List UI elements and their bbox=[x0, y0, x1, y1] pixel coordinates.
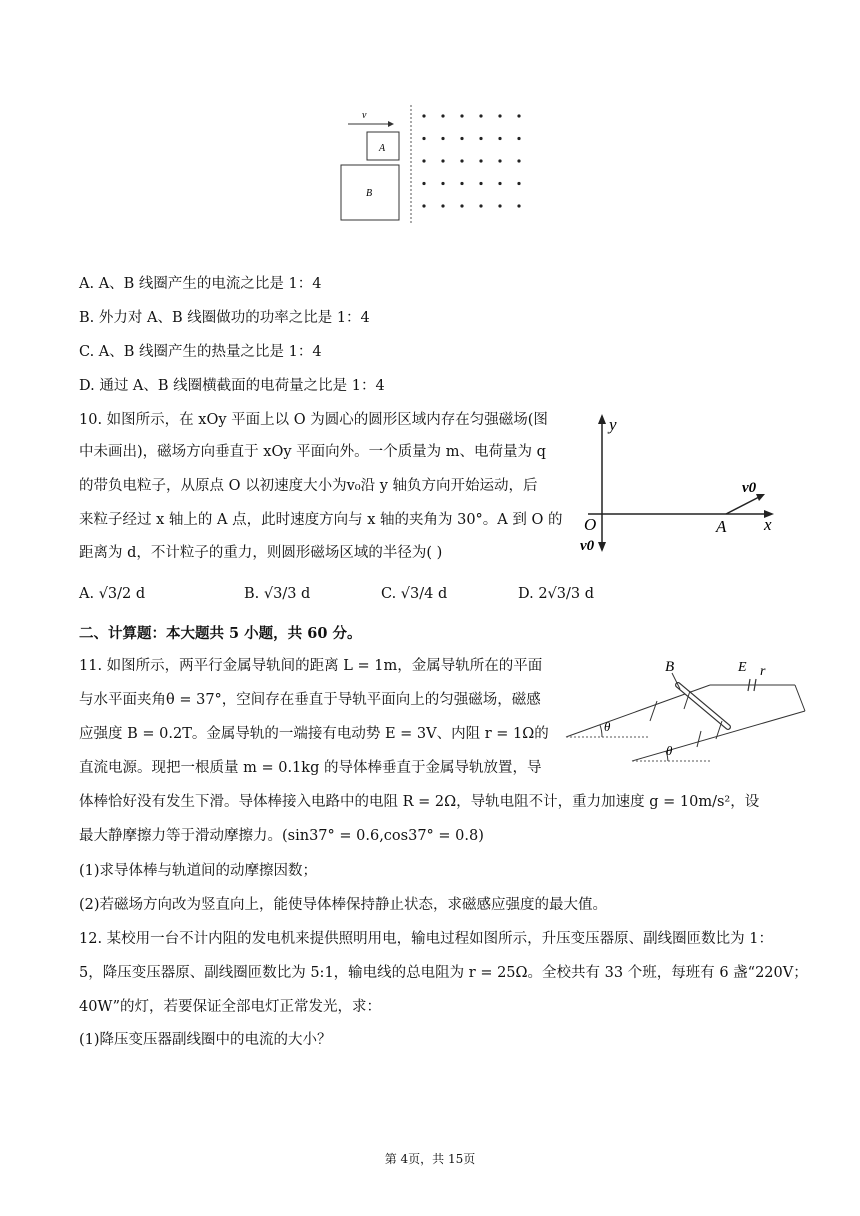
page-footer: 第 4页，共 15页 bbox=[384, 1152, 476, 1166]
field-dot bbox=[422, 204, 425, 207]
field-dot bbox=[517, 182, 520, 185]
field-dot bbox=[498, 114, 501, 117]
q11-line-1: 11. 如图所示，两平行金属导轨间的距离 L = 1m，金属导轨所在的平面 bbox=[79, 658, 543, 674]
field-dot bbox=[422, 137, 425, 140]
origin-label: O bbox=[584, 515, 597, 534]
coil-b-label: B bbox=[366, 188, 373, 199]
q12-part-1: (1)降压变压器副线圈中的电流的大小？ bbox=[79, 1032, 332, 1048]
field-dot bbox=[460, 137, 463, 140]
y-axis-label: y bbox=[609, 415, 617, 434]
field-dot bbox=[422, 114, 425, 117]
section-heading: 二、计算题：本大题共 5 小题，共 60 分。 bbox=[79, 625, 362, 642]
q10-line-4: 来粒子经过 x 轴上的 A 点，此时速度方向与 x 轴的夹角为 30°。A 到 O 的 bbox=[79, 512, 563, 528]
q10-option-a: A. √3/2 d bbox=[79, 586, 146, 602]
q11-part-2: (2)若磁场方向改为竖直向上，能使导体棒保持静止状态，求磁感应强度的最大值。 bbox=[79, 897, 608, 913]
q10-line-5: 距离为 d，不计粒子的重力，则圆形磁场区域的半径为( ) bbox=[79, 545, 443, 561]
field-dot bbox=[498, 204, 501, 207]
figure-xoy bbox=[576, 410, 786, 560]
q10-line-1: 10. 如图所示，在 xOy 平面上以 O 为圆心的圆形区域内存在匀强磁场(图 bbox=[79, 412, 548, 428]
field-dot bbox=[498, 159, 501, 162]
field-dot bbox=[441, 182, 444, 185]
q10-option-b: B. √3/3 d bbox=[244, 586, 311, 602]
q10-line-3: 的带负电粒子，从原点 O 以初速度大小为v₀沿 y 轴负方向开始运动，后 bbox=[79, 478, 538, 494]
field-dot bbox=[517, 204, 520, 207]
field-dot bbox=[422, 182, 425, 185]
field-dot bbox=[517, 114, 520, 117]
field-dot bbox=[517, 137, 520, 140]
field-dot bbox=[460, 114, 463, 117]
e-label: E bbox=[738, 660, 747, 675]
field-dot bbox=[441, 159, 444, 162]
field-dot bbox=[479, 204, 482, 207]
q10-option-c: C. √3/4 d bbox=[381, 586, 448, 602]
q9-option-d: D. 通过 A、B 线圈横截面的电荷量之比是 1：4 bbox=[79, 378, 385, 394]
coil-a-label: A bbox=[379, 143, 386, 154]
field-dot bbox=[479, 137, 482, 140]
v0-velocity-vector bbox=[726, 496, 761, 514]
figure-incline-rails bbox=[560, 655, 820, 775]
point-a-label: A bbox=[716, 517, 727, 536]
q12-line-3: 40W”的灯，若要保证全部电灯正常发光，求： bbox=[79, 999, 382, 1015]
q12-line-2: 5，降压变压器原、副线圈匝数比为 5:1，输电线的总电阻为 r = 25Ω。全校共有 33 个班，每班有 6 盏“220V； bbox=[79, 965, 808, 981]
q11-line-5: 体棒恰好没有发生下滑。导体棒接入电路中的电阻 R = 2Ω，导轨电阻不计，重力加速度 g = 10m/s²，设 bbox=[79, 794, 760, 810]
figure-coils-field bbox=[330, 100, 540, 230]
field-dot bbox=[460, 159, 463, 162]
theta-label-2: θ bbox=[666, 743, 673, 758]
q10-line-2: 中未画出)，磁场方向垂直于 xOy 平面向外。一个质量为 m、电荷量为 q bbox=[79, 444, 546, 460]
field-dot bbox=[517, 159, 520, 162]
q11-line-3: 应强度 B = 0.2T。金属导轨的一端接有电动势 E = 3V、内阻 r = 1Ω的 bbox=[79, 726, 549, 742]
q11-line-4: 直流电源。现把一根质量 m = 0.1kg 的导体棒垂直于金属导轨放置，导 bbox=[79, 760, 542, 776]
q9-option-c: C. A、B 线圈产生的热量之比是 1：4 bbox=[79, 344, 322, 360]
field-dot bbox=[441, 114, 444, 117]
v0-label-down: v0 bbox=[580, 538, 595, 554]
field-dot bbox=[498, 182, 501, 185]
theta-label-1: θ bbox=[604, 719, 611, 734]
q11-part-1: (1)求导体棒与轨道间的动摩擦因数； bbox=[79, 863, 318, 879]
q10-option-d: D. 2√3/3 d bbox=[518, 586, 595, 602]
b-label: B bbox=[665, 659, 675, 675]
q9-option-b: B. 外力对 A、B 线圈做功的功率之比是 1：4 bbox=[79, 310, 370, 326]
q11-line-2: 与水平面夹角θ = 37°，空间存在垂直于导轨平面向上的匀强磁场，磁感 bbox=[79, 692, 541, 708]
field-dot bbox=[479, 114, 482, 117]
field-dot bbox=[441, 137, 444, 140]
q12-line-1: 12. 某校用一台不计内阻的发电机来提供照明用电，输电过程如图所示，升压变压器原、副线圈匝数比为 1： bbox=[79, 931, 773, 947]
q9-option-a: A. A、B 线圈产生的电流之比是 1：4 bbox=[79, 276, 322, 292]
field-dots bbox=[422, 114, 520, 207]
field-dot bbox=[460, 204, 463, 207]
field-dot bbox=[441, 204, 444, 207]
x-axis-label: x bbox=[764, 515, 772, 534]
velocity-label: v bbox=[362, 110, 367, 121]
velocity-arrow bbox=[348, 121, 394, 127]
field-dot bbox=[422, 159, 425, 162]
r-label: r bbox=[760, 664, 766, 679]
field-dot bbox=[479, 159, 482, 162]
field-dot bbox=[460, 182, 463, 185]
field-dot bbox=[498, 137, 501, 140]
v0-down-arrow bbox=[598, 542, 606, 552]
v0-label-right: v0 bbox=[742, 480, 757, 496]
q11-line-6: 最大静摩擦力等于滑动摩擦力。(sin37° = 0.6,cos37° = 0.8) bbox=[79, 828, 484, 844]
field-dot bbox=[479, 182, 482, 185]
